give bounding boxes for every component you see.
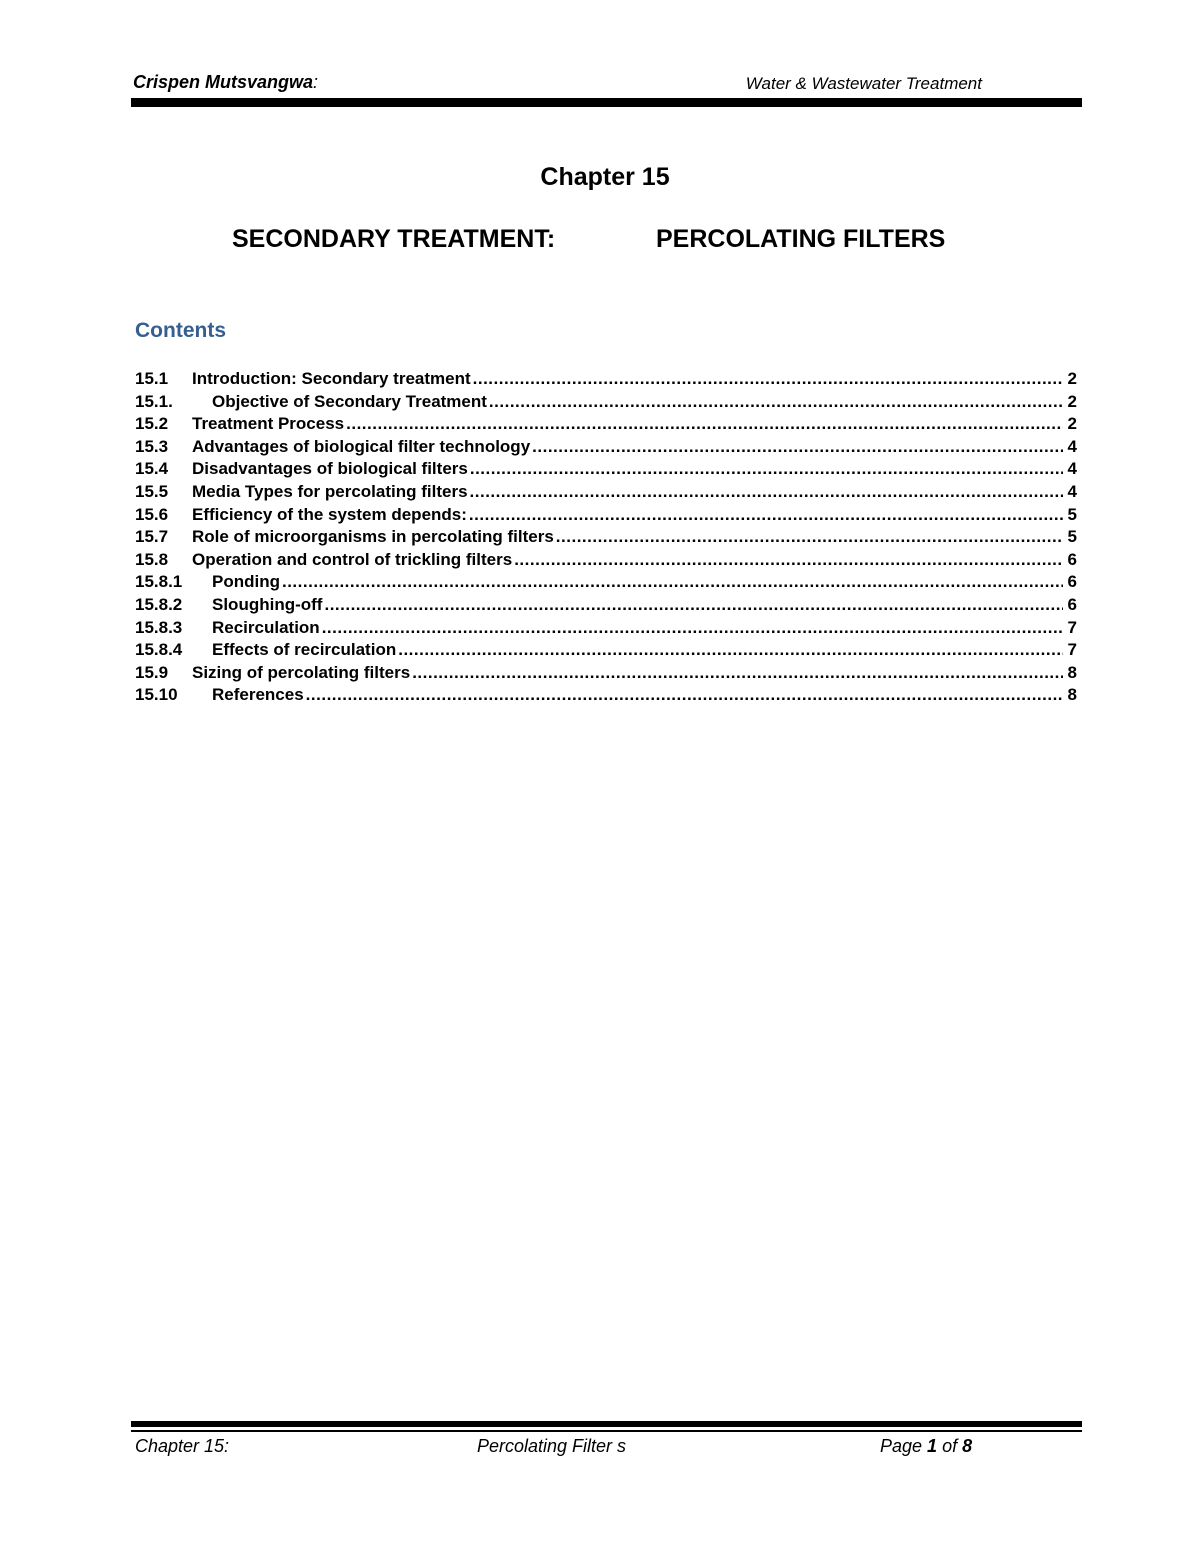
toc-leader [322,618,1063,638]
footer-chapter: Chapter 15: [135,1436,230,1456]
header-subject: Water & Wastewater Treatment [745,74,982,93]
toc-leader [346,414,1063,434]
header-rule [131,98,1082,107]
toc-number: 15.8 [135,549,169,569]
footer-rule-thin [131,1430,1082,1432]
toc-leader [412,663,1063,683]
toc-title: Advantages of biological filter technology [192,436,531,456]
toc-page: 6 [1067,549,1077,569]
toc-title: Effects of recirculation [212,640,397,660]
toc-title: Media Types for percolating filters [192,481,468,501]
toc-number: 15.1 [135,369,169,388]
toc-entry[interactable] [135,437,1077,460]
toc-page: 6 [1067,572,1077,592]
toc-title: Sloughing-off [212,594,323,614]
toc-entry[interactable] [135,618,1077,641]
toc-page: 5 [1067,504,1077,524]
contents-heading: Contents [135,319,226,342]
toc-number: 15.1. [135,391,173,411]
toc-page: 5 [1067,527,1077,547]
toc-page: 2 [1067,369,1077,388]
toc-title: Sizing of percolating filters [192,662,411,682]
toc-leader [469,505,1063,525]
toc-number: 15.8.3 [135,617,183,637]
toc-entry[interactable] [135,595,1077,618]
toc-title: Treatment Process [192,414,345,434]
toc-title: Ponding [212,572,280,592]
toc-leader [532,437,1063,457]
footer-page-of: of [937,1436,963,1456]
footer-title: Percolating Filter s [477,1436,627,1456]
footer-rule-thick [131,1421,1082,1427]
chapter-heading: Chapter 15 [540,163,670,191]
footer-page-current: 1 [927,1436,938,1456]
toc-number: 15.7 [135,527,169,547]
toc-number: 15.2 [135,414,169,434]
toc-entry[interactable] [135,505,1077,528]
toc-number: 15.9 [135,662,169,682]
toc-leader [282,572,1063,592]
header-author-colon: : [313,72,319,92]
header-author-name: Crispen Mutsvangwa [133,72,314,92]
toc-title: Disadvantages of biological filters [192,459,468,479]
table-of-contents [135,369,1077,708]
toc-entry[interactable] [135,572,1077,595]
toc-leader [470,459,1063,479]
toc-entry[interactable] [135,482,1077,505]
toc-entry[interactable] [135,527,1077,550]
toc-page: 4 [1067,436,1077,456]
toc-number: 15.4 [135,459,169,479]
toc-page: 2 [1067,414,1077,434]
toc-leader [398,640,1063,660]
toc-entry[interactable] [135,392,1077,415]
toc-entry[interactable] [135,550,1077,573]
toc-page: 4 [1067,481,1077,501]
title-right: PERCOLATING FILTERS [656,225,946,253]
toc-leader [324,595,1063,615]
toc-number: 15.8.1 [135,572,183,592]
toc-entry[interactable] [135,459,1077,482]
toc-page: 8 [1067,662,1077,682]
toc-leader [306,685,1063,705]
toc-number: 15.10 [135,685,178,705]
toc-leader [470,482,1063,502]
toc-title: Recirculation [212,617,320,637]
toc-title: Introduction: Secondary treatment [192,369,471,388]
toc-page: 7 [1067,640,1077,660]
toc-title: Operation and control of trickling filters [192,549,513,569]
toc-number: 15.5 [135,481,169,501]
toc-entry[interactable] [135,640,1077,663]
toc-number: 15.6 [135,504,169,524]
toc-title: References [212,685,304,705]
running-header [131,72,1082,96]
footer-page-number [880,1436,972,1457]
toc-leader [556,527,1063,547]
toc-number: 15.8.2 [135,594,183,614]
toc-number: 15.3 [135,436,169,456]
toc-page: 7 [1067,617,1077,637]
toc-page: 4 [1067,459,1077,479]
toc-leader [514,550,1063,570]
toc-entry[interactable] [135,369,1077,392]
toc-title: Role of microorganisms in percolating filters [192,527,554,547]
toc-number: 15.8.4 [135,640,183,660]
toc-title: Objective of Secondary Treatment [212,391,487,411]
title-left: SECONDARY TREATMENT: [232,225,556,253]
header-author [133,72,318,93]
toc-entry[interactable] [135,685,1077,708]
toc-entry[interactable] [135,663,1077,686]
toc-title: Efficiency of the system depends: [192,504,467,524]
toc-entry[interactable] [135,414,1077,437]
toc-leader [473,369,1063,389]
footer-page-total: 8 [962,1436,973,1456]
toc-leader [489,392,1063,412]
footer-page-label: Page [880,1436,928,1456]
toc-page: 8 [1067,685,1077,705]
toc-page: 6 [1067,594,1077,614]
toc-page: 2 [1067,391,1077,411]
